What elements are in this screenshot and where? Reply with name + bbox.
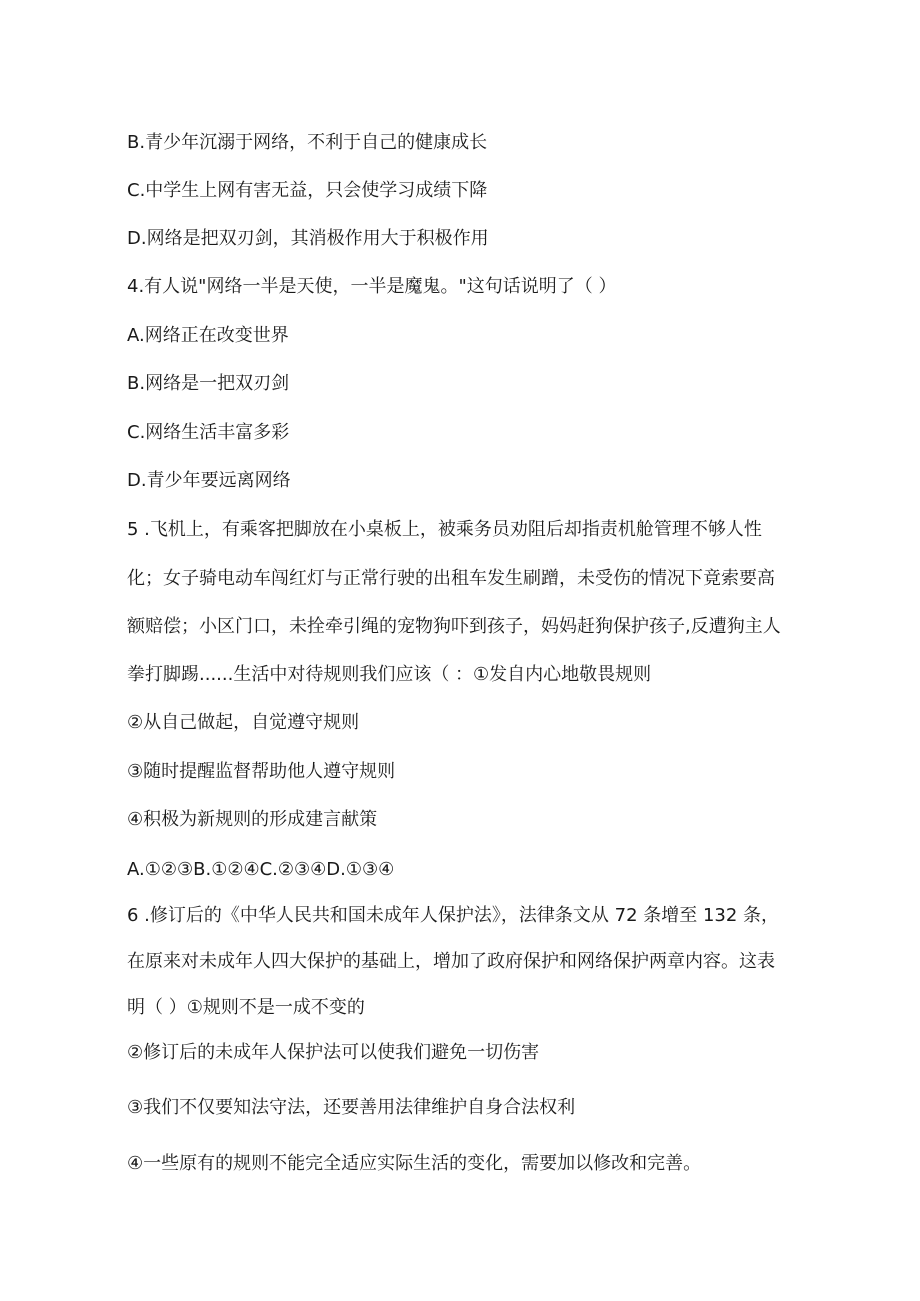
question-6-line-2: 在原来对未成年人四大保护的基础上，增加了政府保护和网络保护两章内容。这表 — [127, 951, 775, 972]
statement-5-3: ③随时提醒监督帮助他人遵守规则 — [127, 761, 396, 782]
option-4b: B.网络是一把双刃剑 — [127, 373, 290, 394]
question-5-line-1: 5 .飞机上，有乘客把脚放在小桌板上，被乘务员劝阻后却指责机舱管理不够人性 — [127, 519, 762, 540]
statement-6-3: ③我们不仅要知法守法，还要善用法律维护自身合法权利 — [127, 1097, 576, 1118]
question-6-line-1: 6 .修订后的《中华人民共和国未成年人保护法》，法律条文从 72 条增至 132 条， — [127, 905, 780, 926]
option-3d: D.网络是把双刃剑，其消极作用大于积极作用 — [127, 228, 489, 249]
option-4a: A.网络正在改变世界 — [127, 325, 289, 346]
option-4c: C.网络生活丰富多彩 — [127, 422, 290, 443]
statement-5-2: ②从自己做起，自觉遵守规则 — [127, 712, 360, 733]
statement-6-2: ②修订后的未成年人保护法可以使我们避免一切伤害 — [127, 1042, 540, 1063]
question-5-line-3: 额赔偿；小区门口，未拴牵引绳的宠物狗吓到孩子，妈妈赶狗保护孩子,反遭狗主人 — [127, 616, 781, 637]
option-4d: D.青少年要远离网络 — [127, 470, 291, 491]
statement-5-4: ④积极为新规则的形成建言献策 — [127, 809, 378, 830]
question-5-line-4: 拳打脚踢......生活中对待规则我们应该（ ：①发自内心地敬畏规则 — [127, 664, 652, 685]
option-3c: C.中学生上网有害无益，只会使学习成绩下降 — [127, 180, 488, 201]
question-5-line-2: 化；女子骑电动车闯红灯与正常行驶的出租车发生刷蹭，未受伤的情况下竟索要高 — [127, 568, 775, 589]
options-5: A.①②③B.①②④C.②③④D.①③④ — [127, 859, 395, 880]
statement-6-4: ④一些原有的规则不能完全适应实际生活的变化，需要加以修改和完善。 — [127, 1153, 702, 1174]
question-4: 4.有人说"网络一半是天使，一半是魔鬼。"这句话说明了（ ） — [127, 276, 617, 297]
question-6-line-3: 明（ ）①规则不是一成不变的 — [127, 997, 365, 1018]
option-3b: B.青少年沉溺于网络，不利于自己的健康成长 — [127, 132, 488, 153]
